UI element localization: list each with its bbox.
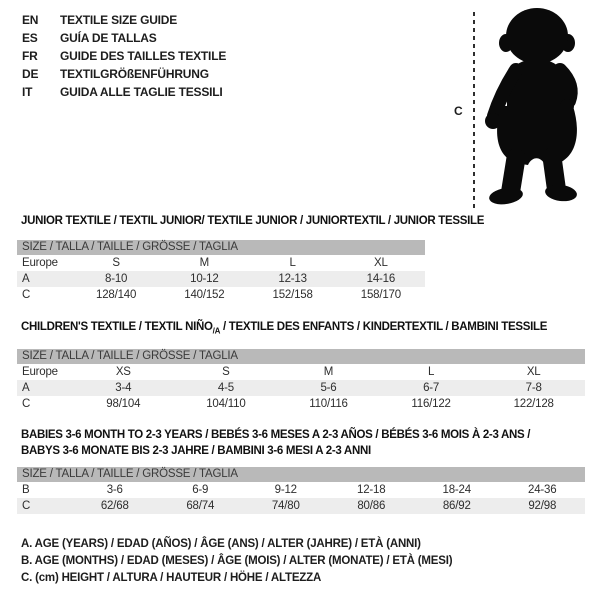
row-label: C	[22, 500, 31, 512]
lang-code: FR	[22, 49, 38, 63]
table-row-age-years	[17, 380, 585, 396]
footnotes	[21, 536, 452, 587]
title-part: CHILDREN'S TEXTILE / TEXTIL NIÑO	[21, 321, 213, 333]
lang-code: IT	[22, 85, 33, 99]
table-cell: 116/122	[411, 398, 451, 410]
table-cell: 24-36	[528, 484, 557, 496]
section-title-children	[21, 321, 547, 335]
section-title-junior: JUNIOR TEXTILE / TEXTIL JUNIOR/ TEXTILE JUNIOR / JUNIORTEXTIL / JUNIOR TESSILE	[21, 215, 485, 227]
size-band: SIZE / TALLA / TAILLE / GRÖSSE / TAGLIA	[17, 467, 585, 482]
toddler-silhouette-image	[480, 5, 593, 207]
title-line-2: BABYS 3-6 MONATE BIS 2-3 JAHRE / BAMBINI 3-6 MESI A 2-3 ANNI	[21, 445, 371, 457]
table-cell: 12-13	[278, 273, 307, 285]
table-cell: 80/86	[357, 500, 386, 512]
table-row-height-cm	[17, 396, 585, 412]
lang-title: GUIDE DES TAILLES TEXTILE	[60, 49, 227, 63]
table-row-height-cm	[17, 287, 425, 303]
children-size-table	[17, 349, 585, 412]
height-measure-label: C	[454, 104, 463, 118]
lang-row-it	[22, 83, 226, 101]
lang-code: DE	[22, 67, 39, 81]
table-row-age-years	[17, 271, 425, 287]
footnote-b: B. AGE (MONTHS) / EDAD (MESES) / ÂGE (MOIS) / ALTER (MONATE) / ETÀ (MESI)	[21, 555, 453, 567]
table-cell: 8-10	[105, 273, 128, 285]
table-cell: 6-9	[192, 484, 209, 496]
row-label: C	[22, 289, 31, 301]
table-cell: 152/158	[272, 289, 313, 301]
table-cell: 4-5	[217, 382, 234, 394]
table-cell: 128/140	[96, 289, 137, 301]
title-part: / TEXTILE DES ENFANTS / KINDERTEXTIL / BAMBINI TESSILE	[220, 321, 548, 333]
row-label: A	[22, 382, 30, 394]
table-row-height-cm	[17, 498, 585, 514]
table-cell: 122/128	[513, 398, 554, 410]
lang-title: TEXTILGRÖßENFÜHRUNG	[60, 67, 209, 81]
row-label: B	[22, 484, 30, 496]
lang-row-es	[22, 29, 226, 47]
size-band: SIZE / TALLA / TAILLE / GRÖSSE / TAGLIA	[17, 240, 425, 255]
table-cell: 9-12	[274, 484, 297, 496]
junior-size-table	[17, 240, 425, 303]
table-cell: 3-6	[106, 484, 123, 496]
table-row-europe	[17, 364, 585, 380]
babies-size-table	[17, 467, 585, 514]
table-cell: 62/68	[100, 500, 129, 512]
table-cell: XS	[115, 366, 131, 378]
height-measure-dashed-line	[473, 12, 475, 209]
table-cell: 68/74	[186, 500, 215, 512]
table-cell: 5-6	[320, 382, 337, 394]
language-header	[22, 11, 226, 101]
table-cell: 110/116	[309, 398, 348, 410]
table-cell: 98/104	[106, 398, 141, 410]
table-cell: 74/80	[271, 500, 300, 512]
lang-row-fr	[22, 47, 226, 65]
table-cell: 86/92	[442, 500, 471, 512]
lang-code: ES	[22, 31, 38, 45]
lang-code: EN	[22, 13, 39, 27]
table-cell: 7-8	[525, 382, 542, 394]
table-cell: XL	[374, 257, 388, 269]
table-cell: XL	[526, 366, 541, 378]
table-cell: 158/170	[360, 289, 401, 301]
row-label: Europe	[22, 257, 58, 269]
lang-row-de	[22, 65, 226, 83]
table-cell: M	[323, 366, 334, 378]
table-cell: 12-18	[357, 484, 386, 496]
table-cell: 14-16	[366, 273, 396, 285]
table-cell: S	[112, 257, 120, 269]
lang-row-en	[22, 11, 226, 29]
table-cell: 92/98	[528, 500, 557, 512]
lang-title: GUIDA ALLE TAGLIE TESSILI	[60, 85, 223, 99]
table-cell: S	[222, 366, 230, 378]
footnote-a: A. AGE (YEARS) / EDAD (AÑOS) / ÂGE (ANS) / ALTER (JAHRE) / ETÀ (ANNI)	[21, 538, 421, 550]
table-cell: M	[199, 257, 210, 269]
table-cell: 6-7	[423, 382, 440, 394]
row-label: Europe	[22, 366, 58, 378]
row-label: A	[22, 273, 30, 285]
lang-title: GUÍA DE TALLAS	[60, 31, 157, 45]
title-subscript: /A	[212, 326, 221, 336]
table-cell: 140/152	[184, 289, 225, 301]
table-row-age-months	[17, 482, 585, 498]
lang-title: TEXTILE SIZE GUIDE	[60, 13, 178, 27]
row-label: C	[22, 398, 31, 410]
title-line-1: BABIES 3-6 MONTH TO 2-3 YEARS / BEBÉS 3-6 MESES A 2-3 AÑOS / BÉBÉS 3-6 MOIS À 2-3 ANS /	[21, 429, 531, 441]
table-cell: 10-12	[190, 273, 219, 285]
size-band: SIZE / TALLA / TAILLE / GRÖSSE / TAGLIA	[17, 349, 585, 364]
table-cell: 104/110	[206, 398, 246, 410]
table-cell: L	[289, 257, 296, 269]
table-cell: 18-24	[442, 484, 471, 496]
table-cell: 3-4	[115, 382, 132, 394]
table-cell: L	[427, 366, 435, 378]
footnote-c: C. (cm) HEIGHT / ALTURA / HAUTEUR / HÖHE / ALTEZZA	[21, 572, 322, 584]
section-title-babies	[21, 427, 530, 459]
table-row-europe	[17, 255, 425, 271]
